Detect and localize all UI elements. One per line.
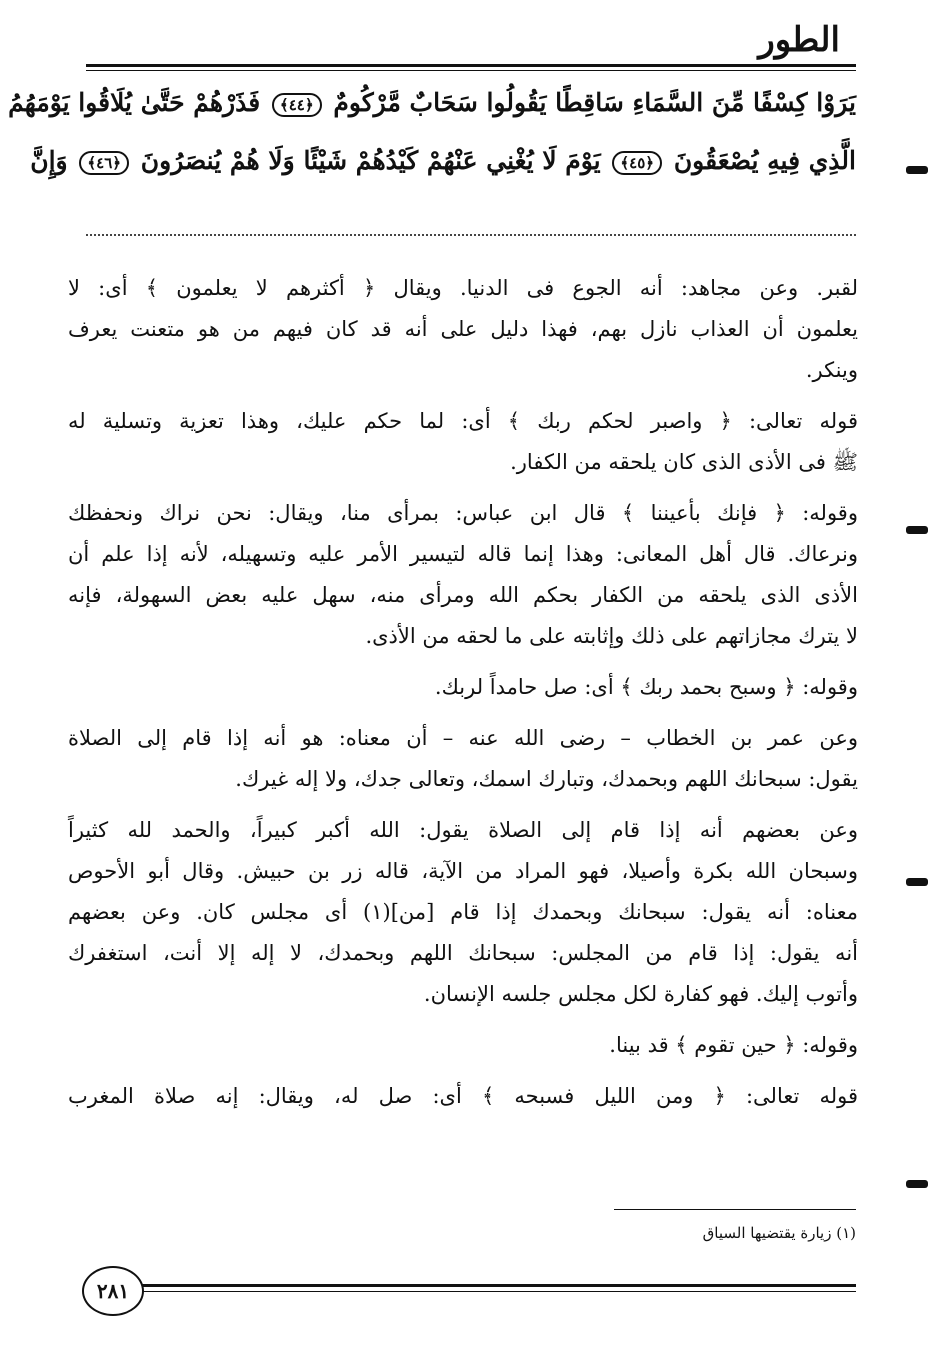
- text-line: وقوله: ﴿ فإنك بأعيننا ﴾ قال ابن عباس: بمرأى منا، ويقال: نحن نراك ونحفظك: [68, 501, 858, 525]
- thumb-tab-marker: [906, 1180, 928, 1188]
- text-line: وقوله: ﴿ حين تقوم ﴾ قد بينا.: [609, 1033, 858, 1057]
- header-rule-thick: [86, 64, 856, 67]
- verse-text: الَّذِي فِيهِ يُصْعَقُونَ: [673, 146, 856, 175]
- ayah-number-marker: ﴿٤٥﴾: [612, 151, 662, 175]
- paragraph: [68, 1025, 858, 1066]
- ayah-number-marker: ﴿٤٤﴾: [272, 93, 322, 117]
- text-line: الأذى الذى يلحقه من الكفار بحكم الله ومرأى منه، سهل عليه بعض السهولة، فإنه: [68, 583, 858, 607]
- footer-rule-thick: [142, 1284, 856, 1287]
- text-line: يعلمون أن العذاب نازل بهم، فهذا دليل على أنه قد كان فيهم من هو متعنت يعرف: [68, 317, 858, 341]
- text-line: وعن عمر بن الخطاب – رضى الله عنه – أن معناه: هو أنه إذا قام إلى الصلاة: [68, 726, 858, 750]
- paragraph: [68, 810, 858, 1015]
- thumb-tab-marker: [906, 166, 928, 174]
- surah-title: الطور: [758, 20, 840, 60]
- text-line: وسبحان الله بكرة وأصيلا، فهو المراد من الآية، قاله زر بن حبيش. وقال أبو الأحوص: [68, 859, 858, 883]
- page-number: ٢٨١: [82, 1266, 144, 1316]
- thumb-tab-marker: [906, 526, 928, 534]
- text-line: ونرعاك. قال أهل المعانى: وهذا إنما قاله لتيسير الأمر عليه وتسهيله، لأنه إذا علم أن: [68, 542, 858, 566]
- ayah-number-marker: ﴿٤٦﴾: [79, 151, 129, 175]
- text-line: معناه: أنه يقول: سبحانك وبحمدك إذا قام [من](١) أى مجلس كان. وعن بعضهم: [68, 900, 858, 924]
- paragraph: [68, 493, 858, 657]
- verse-line-1: [8, 88, 856, 117]
- text-line: وأتوب إليك. فهو كفارة لكل مجلس جلسه الإنسان.: [423, 982, 858, 1006]
- verse-text: يَرَوْا كِسْفًا مِّنَ السَّمَاءِ سَاقِطًا يَقُولُوا سَحَابٌ مَّرْكُومٌ: [333, 88, 856, 117]
- text-line: لا يترك مجازاتهم على ذلك وإثابته على ما لحقه من الأذى.: [365, 624, 858, 648]
- text-line: وينكر.: [805, 358, 858, 382]
- paragraph: [68, 1076, 858, 1117]
- text-line: أنه يقول: إذا قام من المجلس: سبحانك اللهم وبحمدك، لا إله إلا أنت، استغفرك: [68, 941, 858, 965]
- thumb-tab-marker: [906, 878, 928, 886]
- verse-text: يَوْمَ لَا يُغْنِي عَنْهُمْ كَيْدُهُمْ شَيْئًا وَلَا هُمْ يُنصَرُونَ: [140, 146, 601, 175]
- paragraph: [68, 268, 858, 391]
- paragraph: [68, 401, 858, 483]
- text-line: وقوله: ﴿ وسبح بحمد ربك ﴾ أى: صل حامداً لربك.: [434, 675, 858, 699]
- text-line: قوله تعالى: ﴿ واصبر لحكم ربك ﴾ أى: لما حكم عليك، وهذا تعزية وتسلية له: [68, 409, 858, 433]
- text-line: وعن بعضهم أنه إذا قام إلى الصلاة يقول: الله أكبر كبيراً، والحمد لله كثيراً: [68, 818, 858, 842]
- verse-text: فَذَرْهُمْ حَتَّىٰ يُلَاقُوا يَوْمَهُمُ: [8, 88, 261, 117]
- text-line: يقول: سبحانك اللهم وبحمدك، وتبارك اسمك، وتعالى جدك، ولا إله غيرك.: [235, 767, 858, 791]
- text-line: قوله تعالى: ﴿ ومن الليل فسبحه ﴾ أى: صل له، ويقال: إنه صلاة المغرب: [68, 1084, 858, 1108]
- footer-rule-thin: [142, 1291, 856, 1292]
- text-line: لقبر. وعن مجاهد: أنه الجوع فى الدنيا. ويقال ﴿ أكثرهم لا يعلمون ﴾ أى: لا: [68, 276, 858, 300]
- paragraph: [68, 667, 858, 708]
- footnote: (١) زيارة يقتضيها السياق: [702, 1224, 856, 1242]
- verse-line-2: [30, 146, 856, 175]
- footnote-rule: [614, 1209, 856, 1210]
- header-rule-thin: [86, 70, 856, 71]
- text-line: ﷺ فى الأذى الذى كان يلحقه من الكفار.: [510, 450, 858, 474]
- paragraph: [68, 718, 858, 800]
- verse-separator-dotted: [86, 234, 856, 236]
- commentary-body: [68, 268, 858, 1127]
- verse-text: وَإِنَّ: [30, 146, 68, 175]
